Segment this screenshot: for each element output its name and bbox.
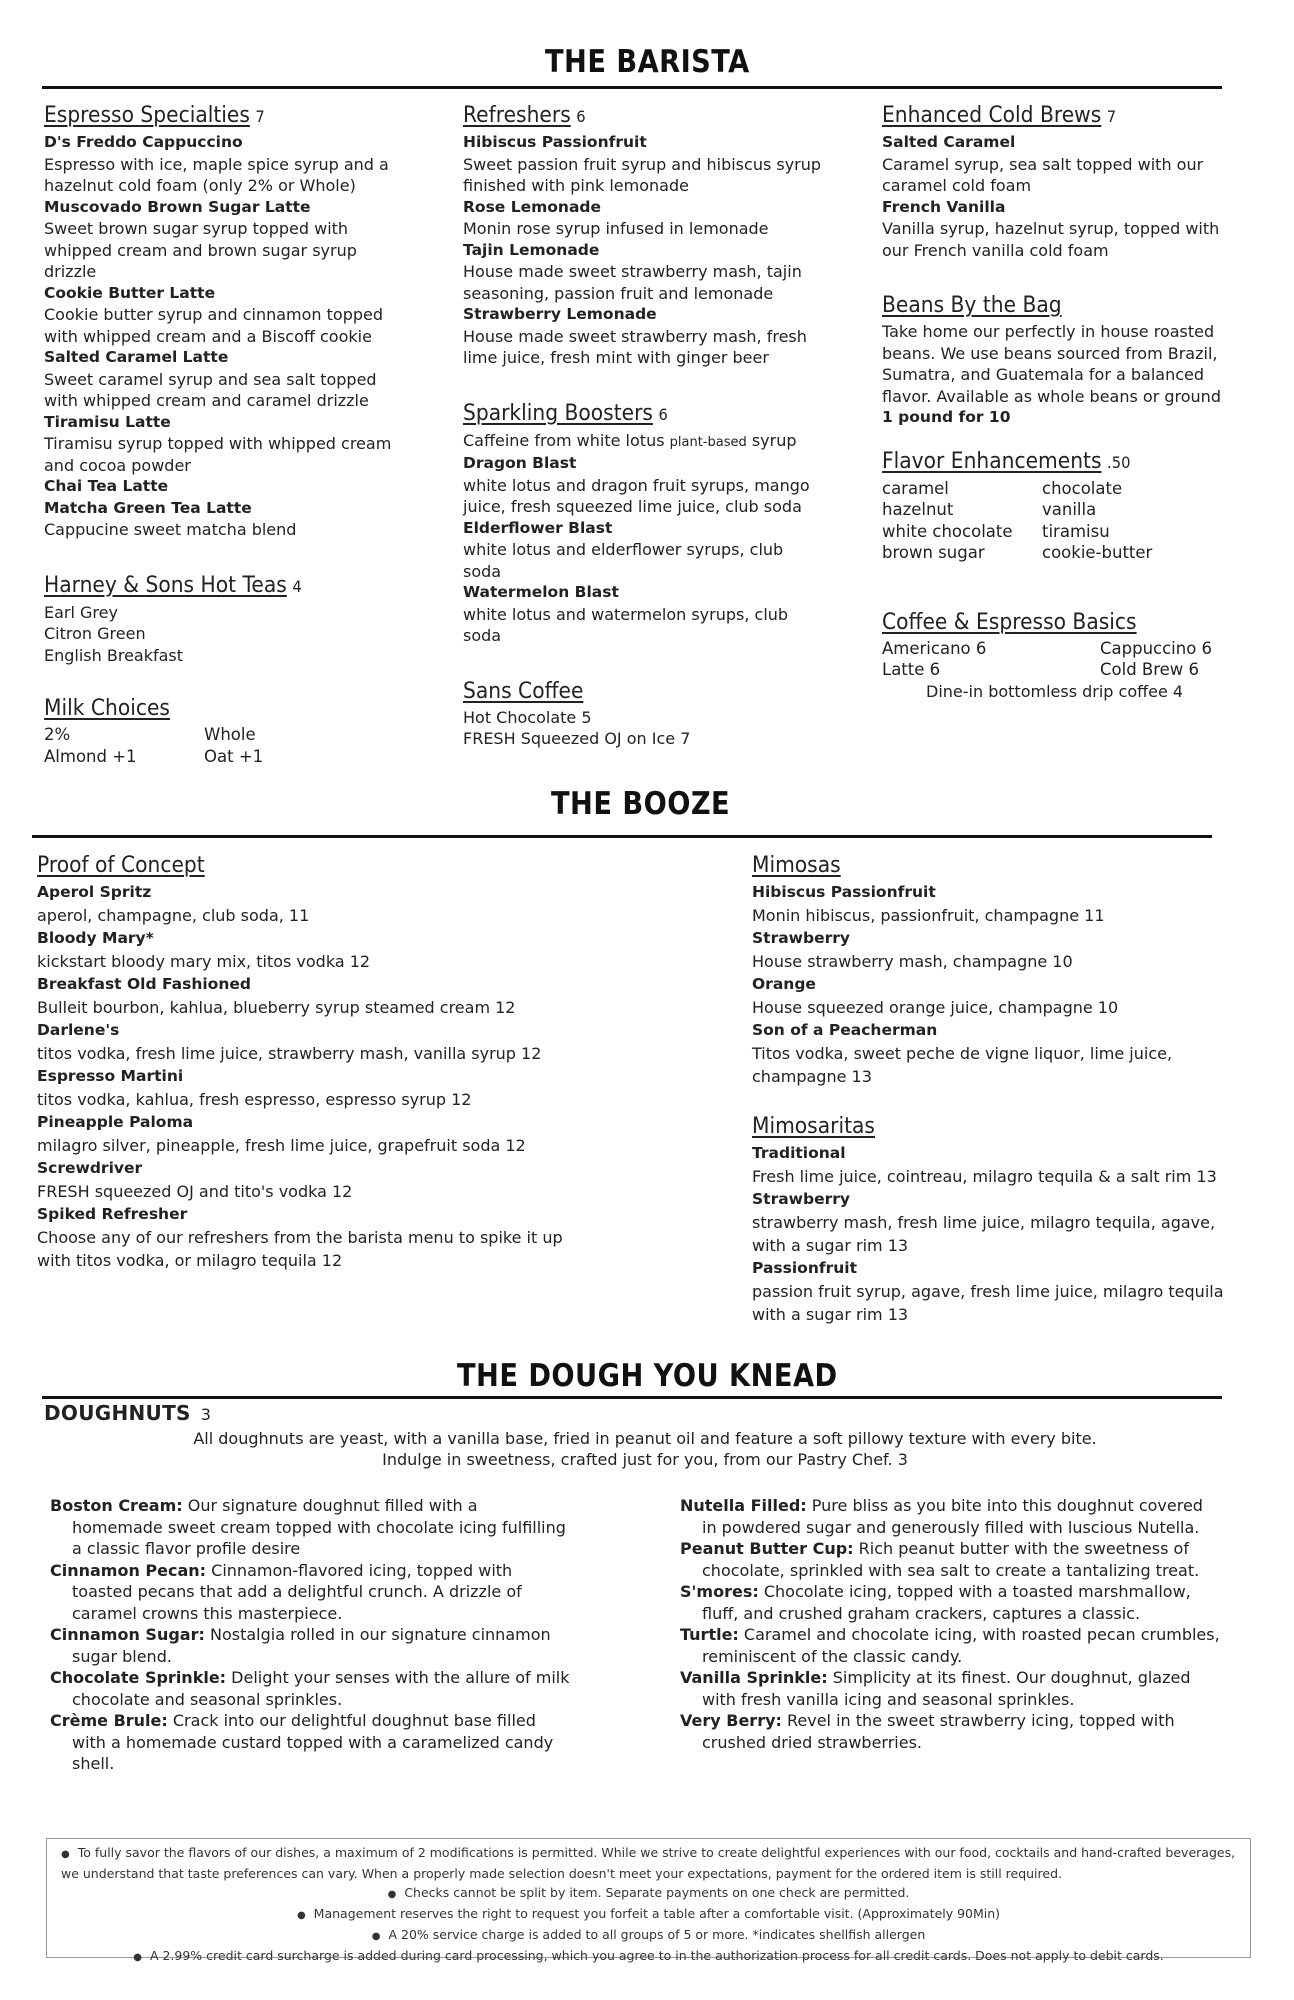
booze-rule [32,835,1212,838]
cocktail-item-name: Espresso Martini [37,1067,184,1085]
doughnut-name: Cinnamon Sugar: [50,1625,205,1644]
booster-item-name: Elderflower Blast [463,518,613,537]
refresher-item-desc: House made sweet strawberry mash, fresh lime juice, fresh mint with ginger beer [463,326,807,367]
boosters-heading: Sparkling Boosters 6 [463,400,668,426]
milk-row: 2% Whole [44,725,256,744]
mimosaritas-list [752,1142,1232,1326]
flavor-heading: Flavor Enhancements .50 [882,448,1131,474]
espresso-item-name: D's Freddo Cappuccino [44,133,243,151]
doughnut-name: Cinnamon Pecan: [50,1560,207,1580]
doughnut-item [680,1538,1220,1581]
doughnut-name: Turtle: [680,1625,739,1644]
beans-desc: Take home our perfectly in house roasted beans. We use beans sourced from Brazil, Sumatra, and Guatemala for a balanced flavor. Available as whole beans or ground [882,322,1221,406]
sans-item: FRESH Squeezed OJ on Ice 7 [463,729,691,748]
cocktail-item-name: Spiked Refresher [37,1205,188,1223]
proof-heading: Proof of Concept [37,853,205,878]
basics-row: Latte 6 Cold Brew 6 [882,660,1200,679]
mimosaritas-heading: Mimosaritas [752,1114,875,1139]
cocktail-item-desc: Choose any of our refreshers from the barista menu to spike it up with titos vodka, or milagro tequila 12 [37,1228,563,1270]
espresso-item-name: Salted Caramel Latte [44,348,229,366]
cocktail-item-desc: Bulleit bourbon, kahlua, blueberry syrup steamed cream 12 [37,998,516,1017]
beans-heading: Beans By the Bag [882,293,1062,318]
doughnut-desc: Our signature doughnut filled with a homemade sweet cream topped with chocolate icing fulfilling a classic flavor profile desire [72,1496,566,1558]
doughnuts-heading: DOUGHNUTS 3 [44,1401,211,1425]
doughnut-desc: Pure bliss as you bite into this doughnut covered in powdered sugar and generously filled with luscious Nutella. [702,1496,1203,1537]
espresso-item-desc: Sweet caramel syrup and sea salt topped with whipped cream and caramel drizzle [44,369,377,410]
doughnut-item [50,1667,570,1710]
refresher-item-desc: Monin rose syrup infused in lemonade [463,219,769,238]
coldbrew-item-name: Salted Caramel [882,133,1016,151]
basics-row: Americano 6 Cappuccino 6 [882,638,1213,658]
note-line: ● A 20% service charge is added to all groups of 5 or more. *indicates shellfish allergen [371,1927,926,1942]
mimosarita-item-desc: strawberry mash, fresh lime juice, milagro tequila, agave, with a sugar rim 13 [752,1213,1216,1255]
mimosa-item-name: Son of a Peacherman [752,1021,938,1039]
doughnut-desc: Caramel and chocolate icing, with roasted pecan crumbles, reminiscent of the classic candy. [702,1625,1220,1666]
booster-item-desc: white lotus and dragon fruit syrups, mango juice, fresh squeezed lime juice, club soda [463,475,810,516]
mimosa-item-name: Hibiscus Passionfruit [752,883,936,901]
cocktail-item-name: Bloody Mary* [37,929,154,947]
barista-column-3 [882,101,1232,702]
doughnuts-intro-line: Indulge in sweetness, crafted just for you, from our Pastry Chef. 3 [382,1450,908,1469]
refreshers-list [463,132,823,369]
espresso-item-desc: Sweet brown sugar syrup topped with whipped cream and brown sugar syrup drizzle [44,219,357,281]
flavor-row: white chocolate tiramisu [882,521,1110,541]
doughnut-desc: Chocolate icing, topped with a toasted marshmallow, fluff, and crushed graham crackers, captures a classic. [702,1582,1191,1623]
milk-row: Almond +1 Oat +1 [44,746,264,766]
sans-item: Hot Chocolate 5 [463,707,592,727]
coldbrew-item-desc: Caramel syrup, sea salt topped with our caramel cold foam [882,154,1204,195]
coldbrew-heading: Enhanced Cold Brews 7 [882,103,1117,128]
barista-column-1 [44,101,414,767]
cocktail-item-name: Aperol Spritz [37,883,152,901]
tea-item: Citron Green [44,624,146,643]
booster-item-name: Dragon Blast [463,454,577,472]
note-line: ● Management reserves the right to request you forfeit a table after a comfortable visit. (Approximately 90Min) [296,1906,1001,1921]
mimosa-item-desc: House squeezed orange juice, champagne 10 [752,998,1119,1017]
cocktail-item-desc: titos vodka, kahlua, fresh espresso, espresso syrup 12 [37,1090,472,1109]
booster-item-name: Watermelon Blast [463,583,619,601]
doughnut-name: Crème Brule: [50,1711,168,1730]
flavor-row: brown sugar cookie-butter [882,543,1153,562]
doughnut-item [680,1495,1220,1538]
espresso-item-desc: Cookie butter syrup and cinnamon topped with whipped cream and a Biscoff cookie [44,305,383,346]
doughnut-item [50,1560,570,1625]
cocktail-item-desc: titos vodka, fresh lime juice, strawberry mash, vanilla syrup 12 [37,1044,542,1063]
basics-drip: Dine-in bottomless drip coffee 4 [926,681,1184,701]
booze-column-1 [37,851,597,1272]
doughnut-desc: Nostalgia rolled in our signature cinnamon sugar blend. [72,1625,551,1666]
doughnuts-intro-line: All doughnuts are yeast, with a vanilla base, fried in peanut oil and feature a soft pillowy texture with every bite. [193,1429,1097,1448]
booster-item-desc: white lotus and watermelon syrups, club soda [463,604,789,645]
booze-title: THE BOOZE [551,786,731,822]
mimosarita-item-desc: Fresh lime juice, cointreau, milagro tequila & a salt rim 13 [752,1167,1217,1186]
cocktail-item-desc: milagro silver, pineapple, fresh lime juice, grapefruit soda 12 [37,1136,526,1155]
mimosarita-item-name: Traditional [752,1144,846,1162]
doughnut-name: Nutella Filled: [680,1496,807,1515]
doughnut-item [680,1581,1220,1624]
espresso-item-name: Cookie Butter Latte [44,283,216,302]
doughnut-name: Peanut Butter Cup: [680,1539,854,1558]
cocktail-item-desc: aperol, champagne, club soda, 11 [37,906,310,925]
doughnuts-right-list [680,1495,1220,1753]
doughnut-desc: Rich peanut butter with the sweetness of chocolate, sprinkled with sea salt to create a tantalizing treat. [702,1539,1200,1580]
refresher-item-name: Strawberry Lemonade [463,305,657,323]
proof-list [37,881,597,1272]
mimosa-item-desc: Titos vodka, sweet peche de vigne liquor, lime juice, champagne 13 [752,1044,1173,1086]
cocktail-item-desc: kickstart bloody mary mix, titos vodka 12 [37,952,371,971]
doughnut-item [50,1710,570,1775]
doughnut-name: Chocolate Sprinkle: [50,1668,227,1687]
barista-rule [42,86,1222,89]
refresher-item-name: Tajin Lemonade [463,240,600,259]
teas-heading: Harney & Sons Hot Teas 4 [44,572,302,598]
booster-item-desc: white lotus and elderflower syrups, club soda [463,540,784,581]
mimosas-heading: Mimosas [752,853,841,878]
mimosarita-item-desc: passion fruit syrup, agave, fresh lime juice, milagro tequila with a sugar rim 13 [752,1282,1224,1324]
cocktail-item-name: Breakfast Old Fashioned [37,975,251,993]
espresso-heading: Espresso Specialties 7 [44,103,265,128]
espresso-item-name: Muscovado Brown Sugar Latte [44,197,311,216]
mimosa-item-name: Orange [752,975,816,993]
espresso-item-desc: Espresso with ice, maple spice syrup and a hazelnut cold foam (only 2% or Whole) [44,154,389,195]
doughnut-item [50,1624,570,1667]
barista-title: THE BARISTA [545,44,750,80]
coldbrew-item-desc: Vanilla syrup, hazelnut syrup, topped with our French vanilla cold foam [882,219,1220,260]
boosters-list [463,453,823,647]
espresso-item-desc: Tiramisu syrup topped with whipped cream and cocoa powder [44,434,392,475]
note-line: ● Checks cannot be split by item. Separate payments on one check are permitted. [387,1885,910,1900]
doughnut-item [680,1667,1220,1710]
booze-column-2 [752,851,1232,1326]
cocktail-item-name: Darlene's [37,1021,120,1039]
flavor-row: caramel chocolate [882,478,1123,498]
espresso-item-name: Matcha Green Tea Latte [44,498,252,517]
mimosarita-item-name: Passionfruit [752,1259,857,1277]
tea-item: Earl Grey [44,602,118,622]
doughnut-item [680,1710,1220,1753]
refresher-item-name: Hibiscus Passionfruit [463,133,647,151]
doughnut-desc: Cinnamon-flavored icing, topped with toasted pecans that add a delightful crunch. A drizzle of caramel crowns this masterpiece. [72,1560,522,1623]
doughnut-desc: Delight your senses with the allure of milk chocolate and seasonal sprinkles. [72,1668,570,1709]
sans-heading: Sans Coffee [463,678,584,704]
doughnut-desc: Simplicity at its finest. Our doughnut, glazed with fresh vanilla icing and seasonal sprinkles. [702,1668,1191,1709]
espresso-item-name: Tiramisu Latte [44,412,171,431]
doughnuts-intro [120,1428,1170,1470]
policy-notes [46,1838,1251,1963]
espresso-item-name: Chai Tea Latte [44,477,169,495]
doughnut-desc: Crack into our delightful doughnut base filled with a homemade custard topped with a caramelized candy shell. [72,1711,554,1773]
espresso-item-desc: Cappucine sweet matcha blend [44,520,297,539]
beans-note: 1 pound for 10 [882,408,1011,426]
cocktail-item-name: Pineapple Paloma [37,1113,194,1131]
cocktail-item-desc: FRESH squeezed OJ and tito's vodka 12 [37,1182,353,1201]
doughnuts-left-list [50,1495,570,1775]
note-line: ● To fully savor the flavors of our dishes, a maximum of 2 modifications is permitted. While we strive to create delightful experiences with our food, cocktails and hand-crafted beverages, we understand that taste preferences can vary. When a properly made selection doesn't meet your expectations, payment for the ordered item is still required. [61,1845,1236,1881]
mimosa-item-desc: Monin hibiscus, passionfruit, champagne 11 [752,906,1105,925]
flavor-row: hazelnut vanilla [882,500,1097,519]
espresso-list [44,132,414,541]
refresher-item-name: Rose Lemonade [463,197,602,216]
mimosa-item-name: Strawberry [752,929,850,947]
dough-rule [42,1396,1222,1399]
mimosarita-item-name: Strawberry [752,1190,850,1208]
dough-title: THE DOUGH YOU KNEAD [457,1358,838,1394]
doughnut-name: Vanilla Sprinkle: [680,1668,828,1687]
doughnut-item [50,1495,570,1560]
tea-item: English Breakfast [44,645,184,665]
doughnut-item [680,1624,1220,1667]
cocktail-item-name: Screwdriver [37,1159,143,1177]
refresher-item-desc: Sweet passion fruit syrup and hibiscus syrup finished with pink lemonade [463,154,822,195]
mimosa-item-desc: House strawberry mash, champagne 10 [752,952,1073,971]
doughnut-name: Boston Cream: [50,1496,183,1515]
refreshers-heading: Refreshers 6 [463,103,586,128]
mimosas-list [752,881,1232,1088]
coldbrew-list [882,132,1232,261]
milk-heading: Milk Choices [44,696,170,721]
refresher-item-desc: House made sweet strawberry mash, tajin seasoning, passion fruit and lemonade [463,262,802,303]
doughnut-name: Very Berry: [680,1711,782,1730]
boosters-intro: Caffeine from white lotus plant-based syrup [463,430,797,450]
note-line: ● A 2.99% credit card surcharge is added during card processing, which you agree to in the authorization process for all credit cards. Does not apply to debit cards. [133,1948,1164,1963]
doughnut-name: S'mores: [680,1582,759,1601]
barista-column-2 [463,101,823,750]
doughnut-desc: Revel in the sweet strawberry icing, topped with crushed dried strawberries. [702,1711,1175,1752]
basics-heading: Coffee & Espresso Basics [882,609,1137,635]
coldbrew-item-name: French Vanilla [882,197,1006,216]
